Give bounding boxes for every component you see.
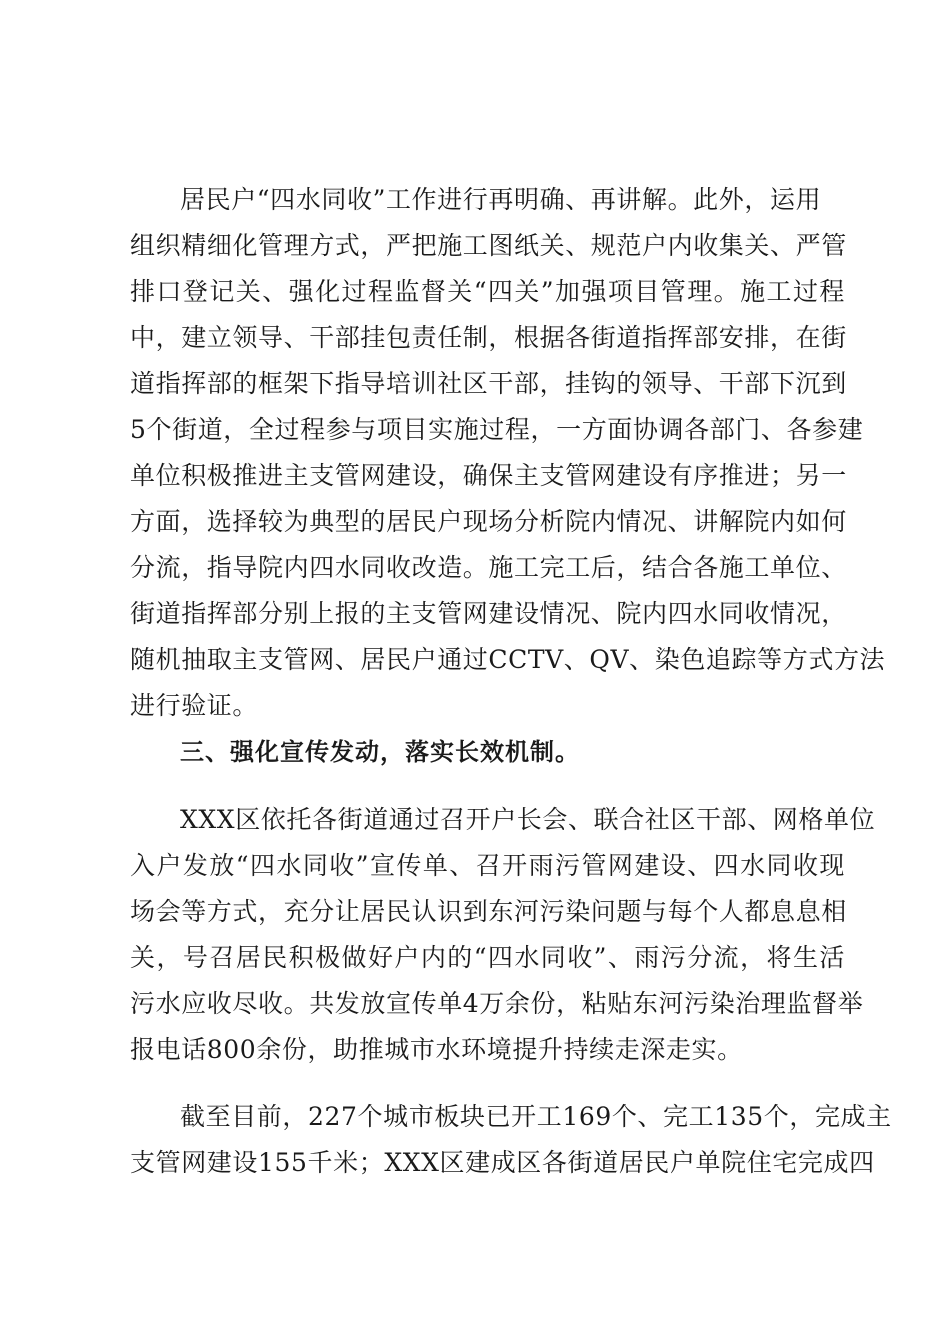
paragraph-1-line-12: 进行验证。 xyxy=(130,691,259,720)
paragraph-1-line-10: 街道指挥部分别上报的主支管网建设情况、院内四水同收情况， xyxy=(130,599,847,628)
section-heading: 三、强化宣传发动，落实长效机制。 xyxy=(180,738,580,766)
paragraph-2-line-2: 入户发放“四水同收”宣传单、召开雨污管网建设、四水同收现 xyxy=(130,851,845,880)
paragraph-2-line-3: 场会等方式，充分让居民认识到东河污染问题与每个人都息息相 xyxy=(130,897,847,926)
paragraph-2-line-1: XXX区依托各街道通过召开户长会、联合社区干部、网格单位 xyxy=(180,805,876,834)
paragraph-1-line-1: 居民户“四水同收”工作进行再明确、再讲解。此外，运用 xyxy=(180,185,822,214)
paragraph-1-line-4: 中，建立领导、干部挂包责任制，根据各街道指挥部安排，在街 xyxy=(130,323,847,352)
paragraph-3-line-1: 截至目前，227个城市板块已开工169个、完工135个，完成主 xyxy=(180,1102,892,1131)
paragraph-1-line-5: 道指挥部的框架下指导培训社区干部，挂钩的领导、干部下沉到 xyxy=(130,369,847,398)
paragraph-2-line-6: 报电话800余份，助推城市水环境提升持续走深走实。 xyxy=(130,1035,743,1064)
paragraph-1-line-8: 方面，选择较为典型的居民户现场分析院内情况、讲解院内如何 xyxy=(130,507,847,536)
paragraph-3-line-2: 支管网建设155千米；XXX区建成区各街道居民户单院住宅完成四 xyxy=(130,1148,875,1177)
paragraph-1-line-2: 组织精细化管理方式，严把施工图纸关、规范户内收集关、严管 xyxy=(130,231,847,260)
paragraph-1-line-9: 分流，指导院内四水同收改造。施工完工后，结合各施工单位、 xyxy=(130,553,847,582)
paragraph-1-line-11: 随机抽取主支管网、居民户通过CCTV、QV、染色追踪等方式方法 xyxy=(130,645,886,674)
paragraph-1-line-3: 排口登记关、强化过程监督关“四关”加强项目管理。施工过程 xyxy=(130,277,845,306)
paragraph-1-line-7: 单位积极推进主支管网建设，确保主支管网建设有序推进；另一 xyxy=(130,461,847,490)
paragraph-2-line-5: 污水应收尽收。共发放宣传单4万余份，粘贴东河污染治理监督举 xyxy=(130,989,864,1018)
paragraph-2-line-4: 关，号召居民积极做好户内的“四水同收”、雨污分流，将生活 xyxy=(130,943,845,972)
paragraph-1-line-6: 5个街道，全过程参与项目实施过程，一方面协调各部门、各参建 xyxy=(130,415,864,444)
